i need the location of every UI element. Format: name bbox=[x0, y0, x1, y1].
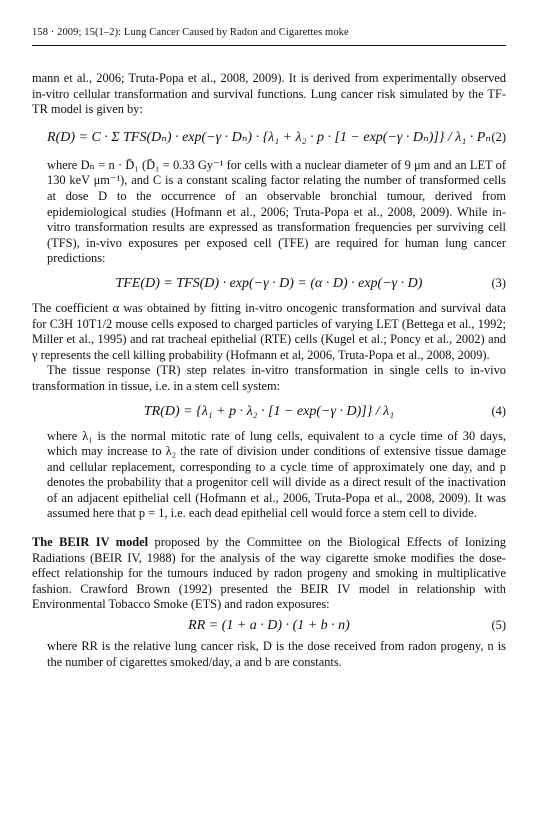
running-header: 158 · 2009; 15(1–2): Lung Cancer Caused by Radon and Cigarettes moke bbox=[32, 27, 349, 38]
equation-2-body: R(D) = C · Σ TFS(Dₙ) · exp(−γ · Dₙ) · {λ₁ + λ₂ · p · [1 − exp(−γ · Dₙ)]} / λ₁ · Pₙ bbox=[47, 129, 491, 145]
paragraph-where-dn: where Dₙ = n · D̄₁ (D̄₁ = 0.33 Gy⁻¹ for cells with a nuclear diameter of 9 μm and an LET of 130 keV μm⁻¹), and C is a constant scaling factor relating the number of transformed cells at dose D to the occurrence of an observable bronchial tumour, derived from epidemiological studies (Hofmann et al., 2006; Truta-Popa et al., 2008, 2009). While in-vitro transformation results are expressed as transformation frequencies per surviving cell (TFS), in-vivo exposures per exposed cell (TFE) are required for human lung cancer predictions: bbox=[47, 157, 506, 266]
paragraph-beir bbox=[32, 535, 506, 613]
equation-4-body: TR(D) = {λ₁ + p · λ₂ · [1 − exp(−γ · D)]} / λ₁ bbox=[143, 403, 395, 419]
equation-2 bbox=[32, 118, 506, 158]
equation-3 bbox=[32, 267, 506, 301]
paragraph-tissue-response: The tissue response (TR) step relates in-vitro transformation in single cells to in-vivo transformation in tissue, i.e. in a stem cell system: bbox=[32, 363, 506, 393]
body-text bbox=[32, 71, 506, 670]
paragraph-where-rr: where RR is the relative lung cancer risk, D is the dose received from radon progeny, n is the number of cigarettes smoked/day, a and b are constants. bbox=[47, 639, 506, 669]
equation-3-number: (3) bbox=[491, 276, 506, 291]
paragraph-tftr-intro: mann et al., 2006; Truta-Popa et al., 2008, 2009). It is derived from experimentally observed in-vitro cellular transformation and survival functions. Lung cancer risk simulated by the TF-TR model is given by: bbox=[32, 71, 506, 117]
equation-5-body: RR = (1 + a · D) · (1 + b · n) bbox=[188, 618, 350, 634]
paragraph-alpha: The coefficient α was obtained by fitting in-vitro oncogenic transformation and survival data for C3H 10T1/2 mouse cells exposed to charged particles of varying LET (Bettega et al., 1992; Miller et al., 1995) and rat tracheal epithelial (RTE) cells (Kugel et al.; Poncy et al., 2002) and γ represents the cell killing probability (Hofmann et al, 2006, Truta-Popa et al., 2008, 2009). bbox=[32, 300, 506, 362]
beir-text: proposed by the Committee on the Biological Effects of Ionizing Radiations (BEIR IV, 1988) for the analysis of the way cigarette smoke modifies the dose-effect relationship for the tumours induced by radon progeny and smoking in multiplicative fashion. Crawford Brown (1992) presented the BEIR IV model in relationship with Environmental Tobacco Smoke (ETS) and radon exposures: bbox=[32, 535, 506, 612]
equation-3-body: TFE(D) = TFS(D) · exp(−γ · D) = (α · D) · exp(−γ · D) bbox=[115, 276, 423, 292]
header-rule bbox=[32, 45, 506, 46]
equation-5 bbox=[32, 613, 506, 639]
equation-2-number: (2) bbox=[491, 129, 506, 144]
beir-heading: The BEIR IV model bbox=[32, 535, 149, 550]
paragraph-where-lambda: where λ₁ is the normal mitotic rate of lung cells, equivalent to a cycle time of 30 days, which may increase to λ₂ the rate of division under conditions of extensive tissue damage and cellular replacement, corresponding to a cycle time of approximately one day, and p denotes the probability that a progenitor cell will divide as a direct result of the inactivation of an adjacent epithelial cell (Hofmann et al., 2006, Truta-Popa et al., 2008, 2009). It was assumed here that p = 1, i.e. each dead epithelial cell would force a stem cell to divide. bbox=[47, 428, 506, 521]
equation-4-number: (4) bbox=[491, 403, 506, 418]
equation-5-number: (5) bbox=[491, 618, 506, 633]
equation-4 bbox=[32, 395, 506, 429]
